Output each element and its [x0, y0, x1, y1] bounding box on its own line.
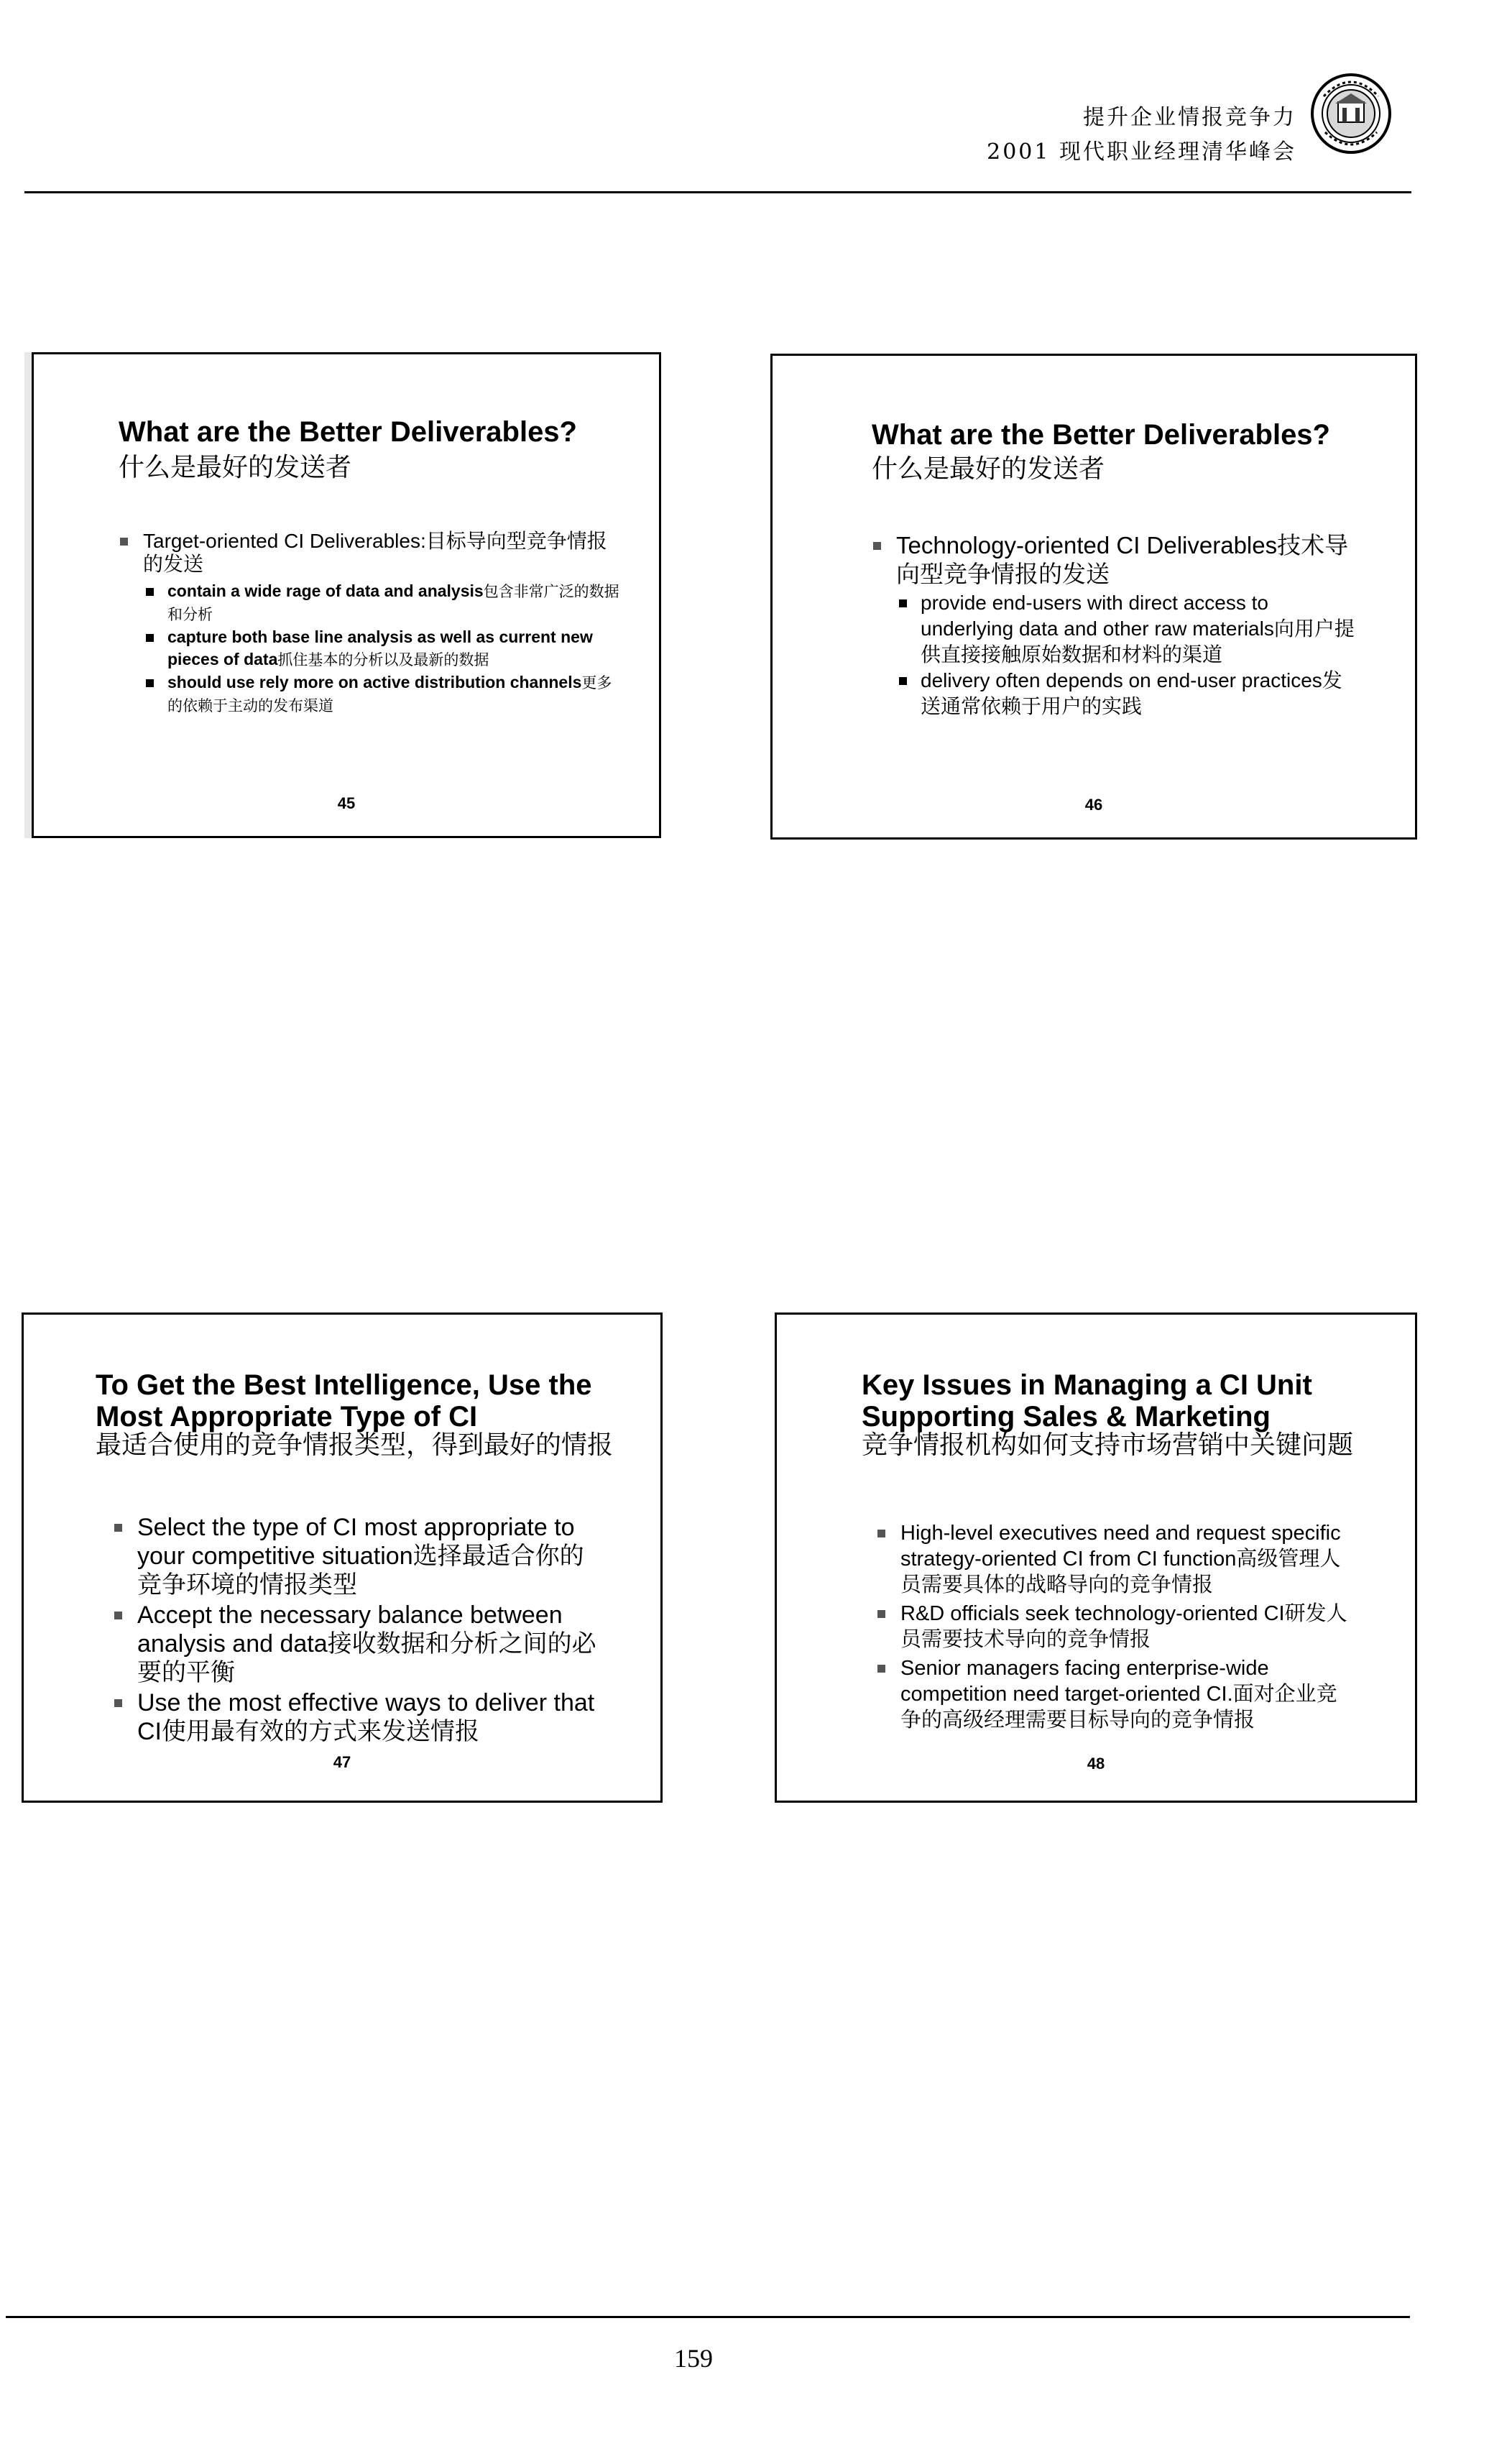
header-line-1: 提升企业情报竞争力	[1083, 105, 1296, 130]
bullet-list	[872, 531, 1360, 720]
sub-bullet-list	[896, 590, 1360, 720]
slide-48	[775, 1313, 1417, 1803]
sub-list-item	[143, 671, 622, 717]
sub-bullet-cn: 更多的依赖于主动的发布渠道	[167, 674, 612, 714]
slide-number: 45	[337, 794, 356, 812]
sub-bullet-text: contain a wide rage of data and analysis	[167, 581, 484, 600]
slide-subtitle: 什么是最好的发送者	[119, 453, 352, 482]
list-item	[113, 1513, 601, 1599]
list-item	[876, 1655, 1350, 1733]
sub-list-item	[143, 580, 622, 626]
bullet-text: Senior managers facing enterprise-wide competition need target-oriented CI.面对企业竞争的高级经理需要目标导向的竞争情报	[900, 1657, 1337, 1732]
sub-bullet-list	[143, 580, 622, 717]
list-item	[876, 1601, 1350, 1652]
bullet-text: Technology-oriented CI Deliverables技术导向型竞争情报的发送	[896, 532, 1349, 587]
list-item	[119, 530, 622, 717]
sub-bullet-cn: 包含非常广泛的数据和分析	[167, 583, 619, 623]
sub-bullet-text: delivery often depends on end-user practices发送通常依赖于用户的实践	[921, 669, 1342, 717]
bullet-text: High-level executives need and request specific strategy-oriented CI from CI function高级管理人员需要具体的战略导向的竞争情报	[900, 1522, 1341, 1596]
slide-subtitle: 竞争情报机构如何支持市场营销中关键问题	[862, 1430, 1354, 1460]
slide-subtitle: 最适合使用的竞争情报类型，得到最好的情报	[96, 1430, 614, 1460]
list-item	[113, 1601, 601, 1687]
slide-title: What are the Better Deliverables?	[119, 416, 577, 448]
sub-bullet-text: capture both base line analysis as well as current new pieces of data	[167, 628, 593, 668]
sub-bullet-text: should use rely more on active distribution channels	[167, 673, 582, 691]
slide-number: 48	[1087, 1755, 1105, 1773]
bullet-list	[876, 1520, 1350, 1733]
list-item	[872, 531, 1360, 720]
slide-46	[770, 354, 1417, 840]
slide-number: 46	[1084, 796, 1103, 814]
bullet-text: Use the most effective ways to deliver that CI使用最有效的方式来发送情报	[137, 1689, 595, 1745]
slide-subtitle: 什么是最好的发送者	[872, 454, 1105, 484]
university-seal-icon	[1309, 72, 1393, 155]
slide-title: Key Issues in Managing a CI Unit Supporting Sales & Marketing	[862, 1369, 1312, 1433]
bullet-list	[119, 530, 622, 717]
sub-list-item	[896, 590, 1360, 668]
slide-number: 47	[333, 1753, 351, 1771]
footer-rule	[6, 2316, 1410, 2318]
header-rule	[24, 191, 1411, 193]
header-line-2: 2001 现代职业经理清华峰会	[987, 139, 1296, 165]
bullet-text: Target-oriented CI Deliverables:目标导向型竞争情报的发送	[143, 530, 607, 575]
bullet-text: Select the type of CI most appropriate to your competitive situation选择最适合你的竞争环境的情报类型	[137, 1514, 584, 1599]
list-item	[876, 1520, 1350, 1598]
page-number: 159	[674, 2344, 713, 2373]
bullet-text: R&D officials seek technology-oriented CI研发人员需要技术导向的竞争情报	[900, 1602, 1347, 1651]
slide-47	[22, 1313, 663, 1803]
bullet-text: Accept the necessary balance between analysis and data接收数据和分析之间的必要的平衡	[137, 1601, 596, 1686]
page-header	[987, 101, 1296, 170]
sub-list-item	[896, 668, 1360, 720]
sub-bullet-text: provide end-users with direct access to underlying data and other raw materials向用户提供直接接触原始数据和材料的渠道	[921, 592, 1355, 666]
slide-title: To Get the Best Intelligence, Use the Most Appropriate Type of CI	[96, 1369, 592, 1433]
slide-title: What are the Better Deliverables?	[872, 419, 1330, 451]
sub-bullet-cn: 抓住基本的分析以及最新的数据	[277, 651, 489, 668]
list-item	[113, 1688, 601, 1746]
bullet-list	[113, 1513, 601, 1746]
sub-list-item	[143, 626, 622, 671]
slide-45	[32, 352, 661, 838]
